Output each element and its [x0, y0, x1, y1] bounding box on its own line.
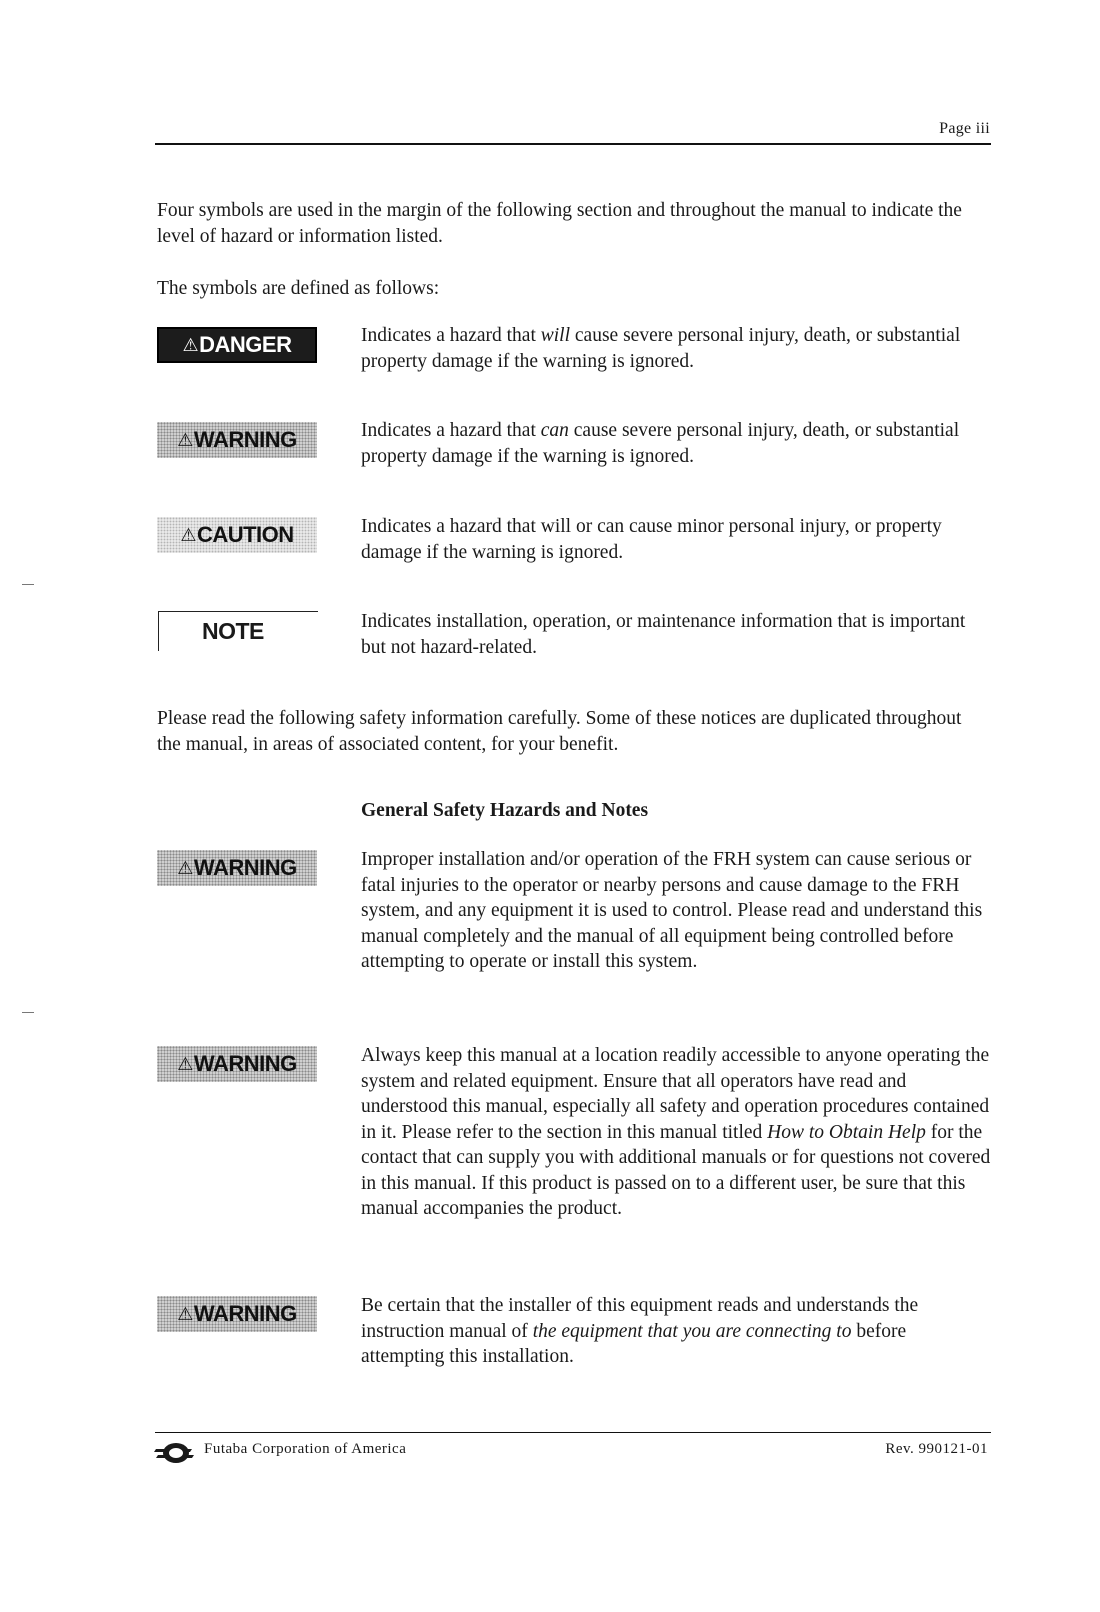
danger-desc-text-2: cause severe personal injury, death, or substantial property damage if the warning is ignored. — [361, 325, 961, 372]
warning-2-text: Always keep this manual at a location readily accessible to anyone operating the system and related equipment. Ensure that all operators have read and understood this manual, especially all safety and operation procedures contained in it. Please refer to the section in this manual titled — [361, 1045, 990, 1143]
margin-mark — [22, 584, 34, 585]
note-frame-left — [158, 611, 159, 651]
danger-badge-label: DANGER — [199, 332, 292, 357]
futaba-logo-icon — [152, 1441, 196, 1465]
warning-badge — [157, 1046, 317, 1082]
warning-badge-label: WARNING — [193, 427, 297, 452]
warning-badge — [157, 1296, 317, 1332]
warning-badge-label: WARNING — [193, 855, 297, 880]
warning-paragraph-1: Improper installation and/or operation of the FRH system can cause serious or fatal injuries to the operator or nearby persons and cause damage to the FRH system, and any equipment it is used to control. Please read and understand this manual completely and the manual of all equipment being controlled before attempting to operate or install this system. — [361, 849, 983, 972]
warning-2-text-2: for the contact that can supply you with additional manuals or for questions not covered in this manual. If this product is passed on to a different user, be sure that this manual accompanies the product. — [361, 1121, 991, 1219]
section-heading: General Safety Hazards and Notes — [361, 800, 649, 821]
warning-3-text-2: before attempting this installation. — [361, 1320, 907, 1367]
warning-triangle-icon: ⚠ — [177, 429, 193, 450]
note-badge-label: NOTE — [202, 618, 264, 644]
warning-badge — [157, 422, 317, 458]
safety-intro-paragraph: Please read the following safety information carefully. Some of these notices are duplicated throughout the manual, in areas of associated content, for your benefit. — [157, 708, 962, 755]
warning-triangle-icon: ⚠ — [182, 334, 199, 355]
warning-3-text: Be certain that the installer of this equipment reads and understands the instruction manual of — [361, 1295, 919, 1342]
warning-paragraph-2 — [361, 1043, 991, 1222]
intro-paragraph: Four symbols are used in the margin of the following section and throughout the manual to indicate the level of hazard or information listed. — [157, 200, 962, 247]
symbols-intro: The symbols are defined as follows: — [157, 278, 440, 299]
note-frame-top — [158, 611, 318, 612]
warning-desc-text: Indicates a hazard that — [361, 420, 541, 441]
page-number: Page iii — [939, 120, 990, 137]
warning-triangle-icon: ⚠ — [177, 1303, 193, 1324]
caution-badge — [157, 517, 317, 553]
danger-desc-emphasis: will — [540, 325, 571, 346]
note-description: Indicates installation, operation, or maintenance information that is important but not hazard-related. — [361, 611, 966, 658]
warning-desc-text-2: cause severe personal injury, death, or substantial property damage if the warning is ignored. — [361, 420, 960, 467]
warning-triangle-icon: ⚠ — [180, 524, 196, 545]
caution-description: Indicates a hazard that will or can cause minor personal injury, or property damage if the warning is ignored. — [361, 516, 942, 563]
warning-triangle-icon: ⚠ — [177, 857, 193, 878]
warning-description — [361, 418, 991, 469]
header-rule — [155, 143, 991, 145]
warning-badge-label: WARNING — [193, 1051, 297, 1076]
footer-company: Futaba Corporation of America — [204, 1441, 407, 1457]
caution-badge-label: CAUTION — [196, 522, 294, 547]
warning-triangle-icon: ⚠ — [177, 1053, 193, 1074]
danger-badge — [157, 327, 317, 363]
warning-badge-label: WARNING — [193, 1301, 297, 1326]
warning-3-emphasis: the equipment that you are connecting to — [532, 1320, 852, 1342]
warning-badge — [157, 850, 317, 886]
how-to-obtain-help-reference: How to Obtain Help — [767, 1121, 926, 1143]
danger-description — [361, 323, 991, 374]
footer-revision: Rev. 990121-01 — [885, 1441, 988, 1457]
footer-rule — [155, 1432, 991, 1433]
margin-mark — [22, 1012, 34, 1013]
warning-desc-emphasis: can — [540, 420, 569, 441]
note-badge — [158, 611, 318, 651]
warning-paragraph-3 — [361, 1293, 991, 1370]
danger-desc-text: Indicates a hazard that — [361, 325, 541, 346]
